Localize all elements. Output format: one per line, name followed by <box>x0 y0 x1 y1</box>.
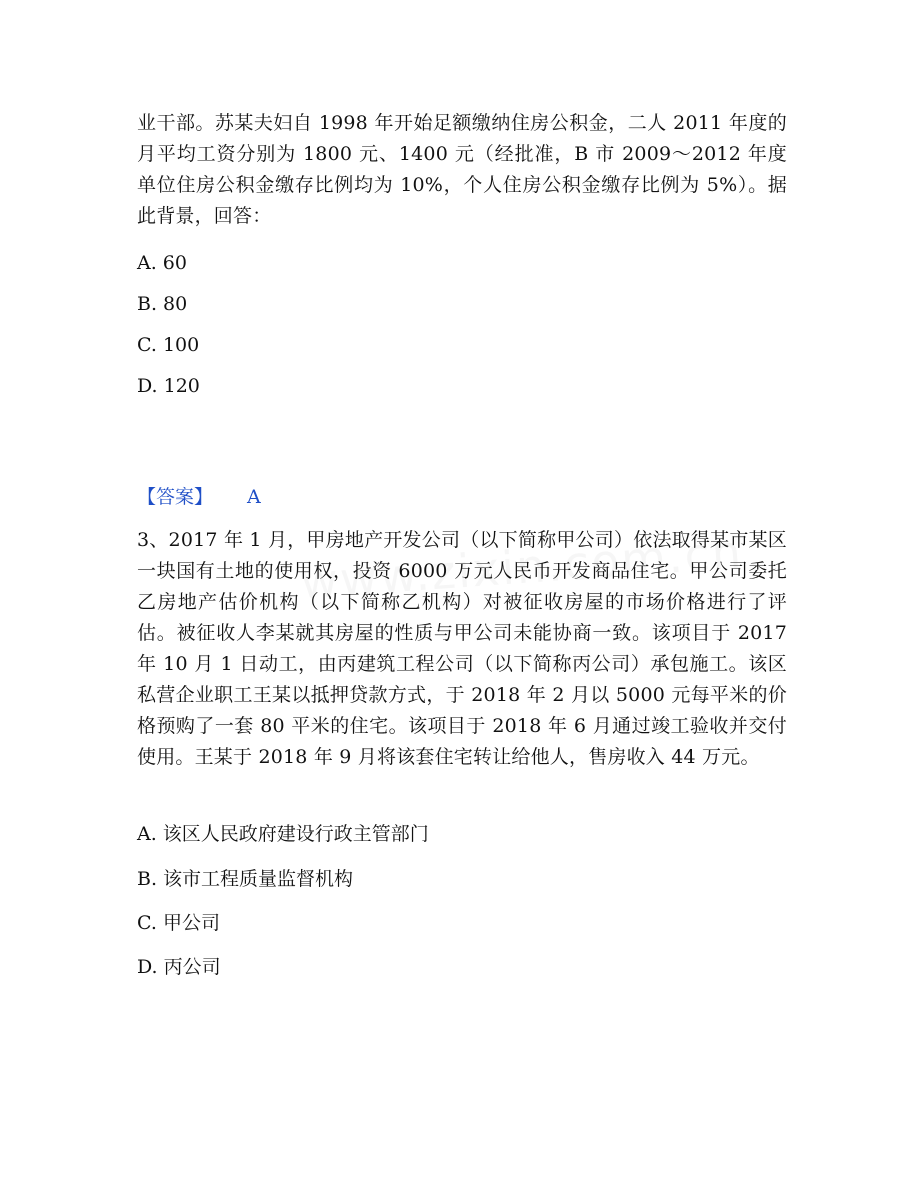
q3-option-c: C. 甲公司 <box>137 912 220 934</box>
q3-option-b: B. 该市工程质量监督机构 <box>137 868 354 890</box>
q2-option-c: C. 100 <box>137 334 200 356</box>
question-3-stem: 3、2017 年 1 月，甲房地产开发公司（以下简称甲公司）依法取得某市某区一块国有土地的使用权，投资 6000 万元人民币开发商品住宅。甲公司委托乙房地产估价机构（以下简称乙机构）对被征收房屋的市场价格进行了评估。被征收人李某就其房屋的性质与甲公司未能协商一致。该项目于 2017 年 10 月 1 日动工，由丙建筑工程公司（以下简称丙公司）承包施工。该区私营企业职工王某以抵押贷款方式，于 2018 年 2 月以 5000 元每平米的价格预购了一套 80 平米的住宅。该项目于 2018 年 6 月通过竣工验收并交付使用。王某于 2018 年 9 月将该套住宅转让给他人，售房收入 44 万元。 <box>137 529 787 768</box>
question-2-stem: 业干部。苏某夫妇自 1998 年开始足额缴纳住房公积金，二人 2011 年度的月平均工资分别为 1800 元、1400 元（经批准，B 市 2009～2012 年度单位住房公积金缴存比例均为 10%，个人住房公积金缴存比例为 5%）。据此背景，回答： <box>137 112 787 227</box>
answer-value: A <box>247 486 261 508</box>
q2-option-a: A. 60 <box>137 252 187 274</box>
q3-option-a: A. 该区人民政府建设行政主管部门 <box>137 823 429 845</box>
answer-label: 【答案】 <box>137 486 214 508</box>
q2-option-d: D. 120 <box>137 375 200 397</box>
q3-option-d: D. 丙公司 <box>137 956 221 978</box>
answer-row <box>137 484 261 510</box>
q2-option-b: B. 80 <box>137 293 188 315</box>
